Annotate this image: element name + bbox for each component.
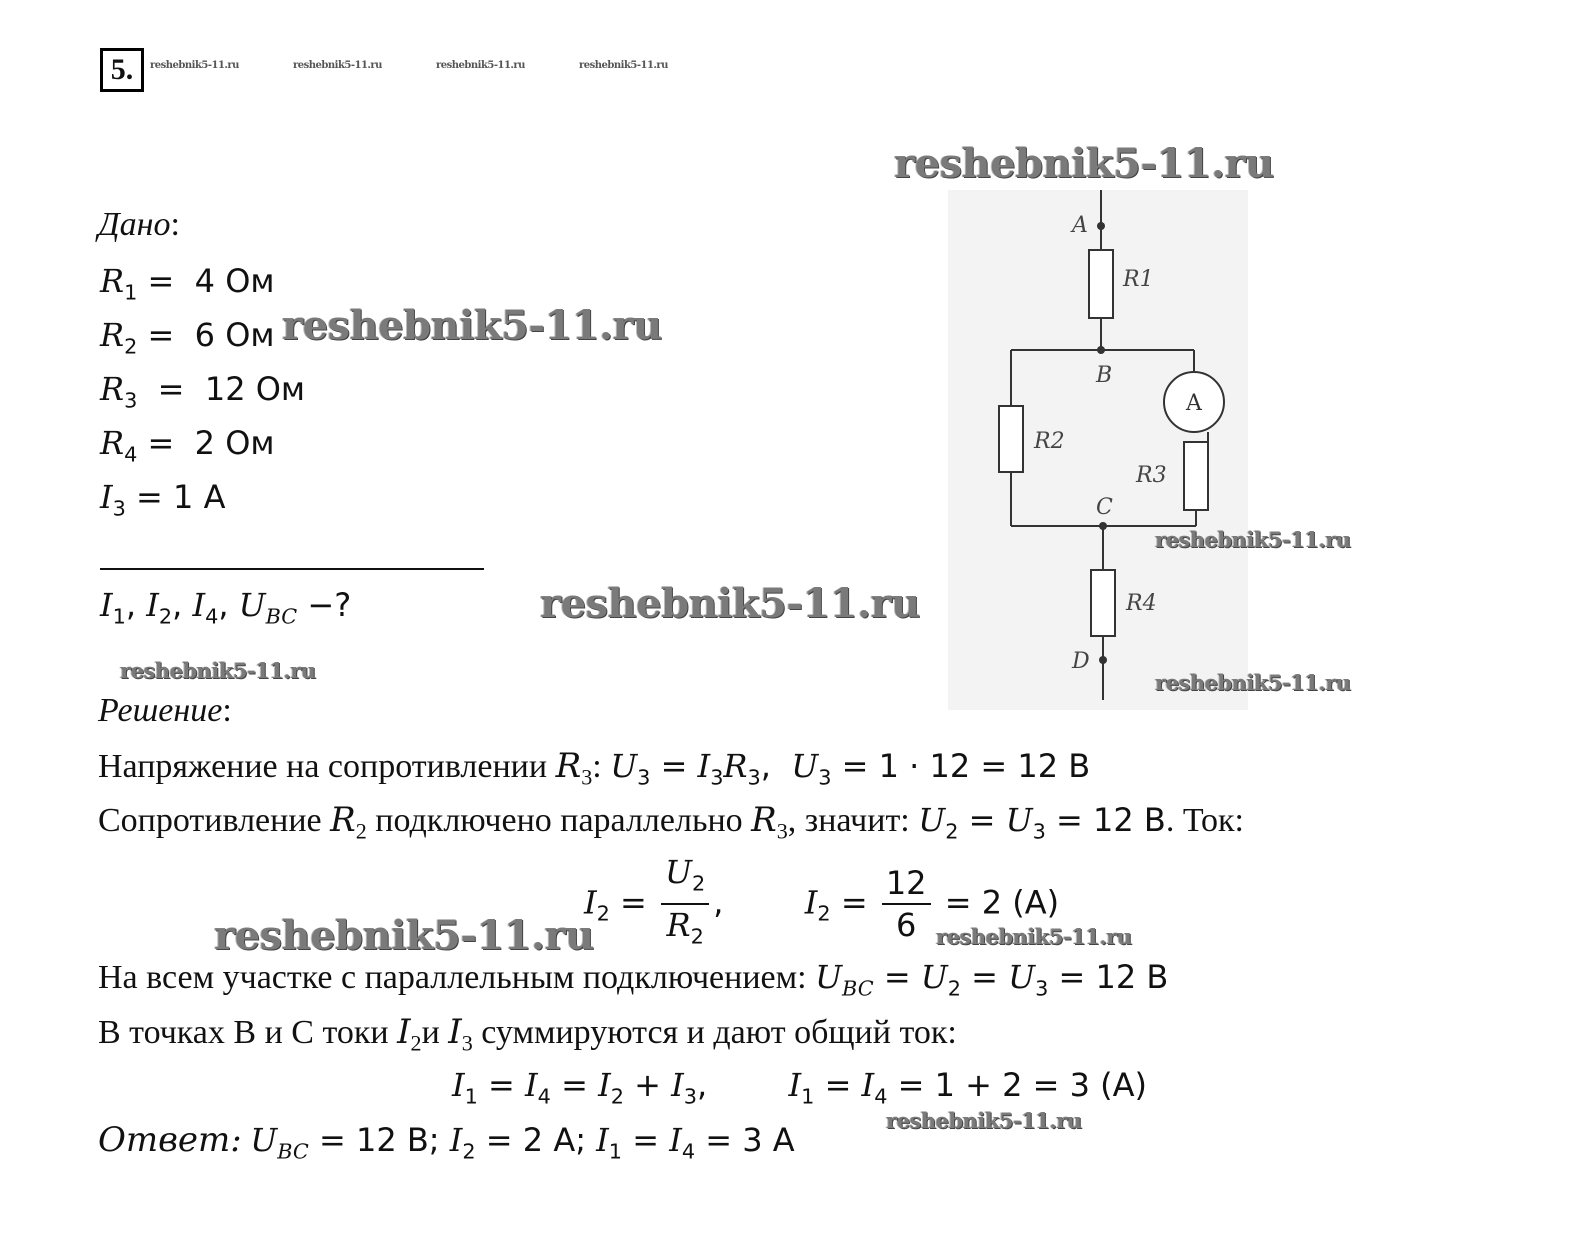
watermark: reshebnik5-11.ru (150, 60, 239, 71)
watermark: reshebnik5-11.ru (1155, 670, 1351, 695)
solution-line-2: Сопротивление $R_2$ подключено параллельно $R_3$, значит: $U_2 = U_3 = 12$ В. Ток: (98, 800, 1245, 844)
watermark: reshebnik5-11.ru (214, 912, 594, 959)
given-r1: $R_1 = 4$ Ом (100, 262, 275, 305)
resistor-r2 (999, 406, 1023, 472)
solution-label: Решение: (98, 692, 232, 729)
solution-line-4: В точках B и C токи $I_2и$ $I_3$ суммируются и дают общий ток: (98, 1012, 957, 1056)
watermark: reshebnik5-11.ru (886, 1108, 1082, 1133)
watermark: reshebnik5-11.ru (936, 924, 1132, 949)
node-a-label: A (1072, 213, 1088, 238)
watermark: reshebnik5-11.ru (436, 60, 525, 71)
resistor-r4 (1091, 570, 1115, 636)
r1-label: R1 (1123, 267, 1154, 292)
node-d-dot (1099, 656, 1107, 664)
formula-i1: $I_1 = I_4 = I_2 + I_3$, $I_1 = I_4 = 1 + 2 = 3$ (А) (452, 1066, 1147, 1109)
given-r4: $R_4 = 2$ Ом (100, 424, 275, 467)
watermark: reshebnik5-11.ru (894, 140, 1274, 187)
problem-number: 5. (100, 48, 144, 92)
watermark: reshebnik5-11.ru (293, 60, 382, 71)
circuit-diagram (948, 190, 1248, 710)
given-label: Дано: (98, 206, 180, 243)
ammeter-label: A (1186, 391, 1202, 416)
given-r3: $R_3 = 12$ Ом (100, 370, 306, 413)
watermark: reshebnik5-11.ru (282, 302, 662, 349)
watermark: reshebnik5-11.ru (1155, 527, 1351, 552)
node-c-dot (1099, 522, 1107, 530)
watermark: reshebnik5-11.ru (120, 658, 316, 683)
resistor-r3 (1184, 442, 1208, 510)
r2-label: R2 (1034, 429, 1065, 454)
formula-i2: $I_2$ = $\frac{U_2}{R_2}$ , $I_2$ = $\frac{12}{6}$ = 2 (А) (584, 853, 1060, 949)
watermark: reshebnik5-11.ru (579, 60, 668, 71)
node-a-dot (1097, 222, 1105, 230)
divider (100, 568, 484, 570)
solution-line-1: Напряжение на сопротивлении $R_3$: $U_3 = I_3R_3$, $U_3 = 1 \cdot 12 = 12$ В (98, 746, 1091, 790)
node-b-label: B (1096, 363, 1113, 388)
r4-label: R4 (1126, 591, 1157, 616)
answer-line: Ответ: $U_{BC} = 12$ В; $I_2 = 2$ А; $I_1 = I_4 = 3$ А (98, 1120, 795, 1164)
r3-label: R3 (1136, 463, 1167, 488)
solution-line-3: На всем участке с параллельным подключением: $U_{BC} = U_2 = U_3 = 12$ В (98, 958, 1169, 1001)
given-i3: $I_3 = 1$ А (100, 478, 226, 521)
node-b-dot (1097, 346, 1105, 354)
find-line: $I_1$, $I_2$, $I_4$, $U_{BC}$ −? (100, 586, 352, 629)
node-d-label: D (1072, 649, 1090, 674)
watermark: reshebnik5-11.ru (540, 580, 920, 627)
node-c-label: C (1096, 495, 1113, 520)
resistor-r1 (1089, 250, 1113, 318)
given-r2: $R_2 = 6$ Ом (100, 316, 275, 359)
